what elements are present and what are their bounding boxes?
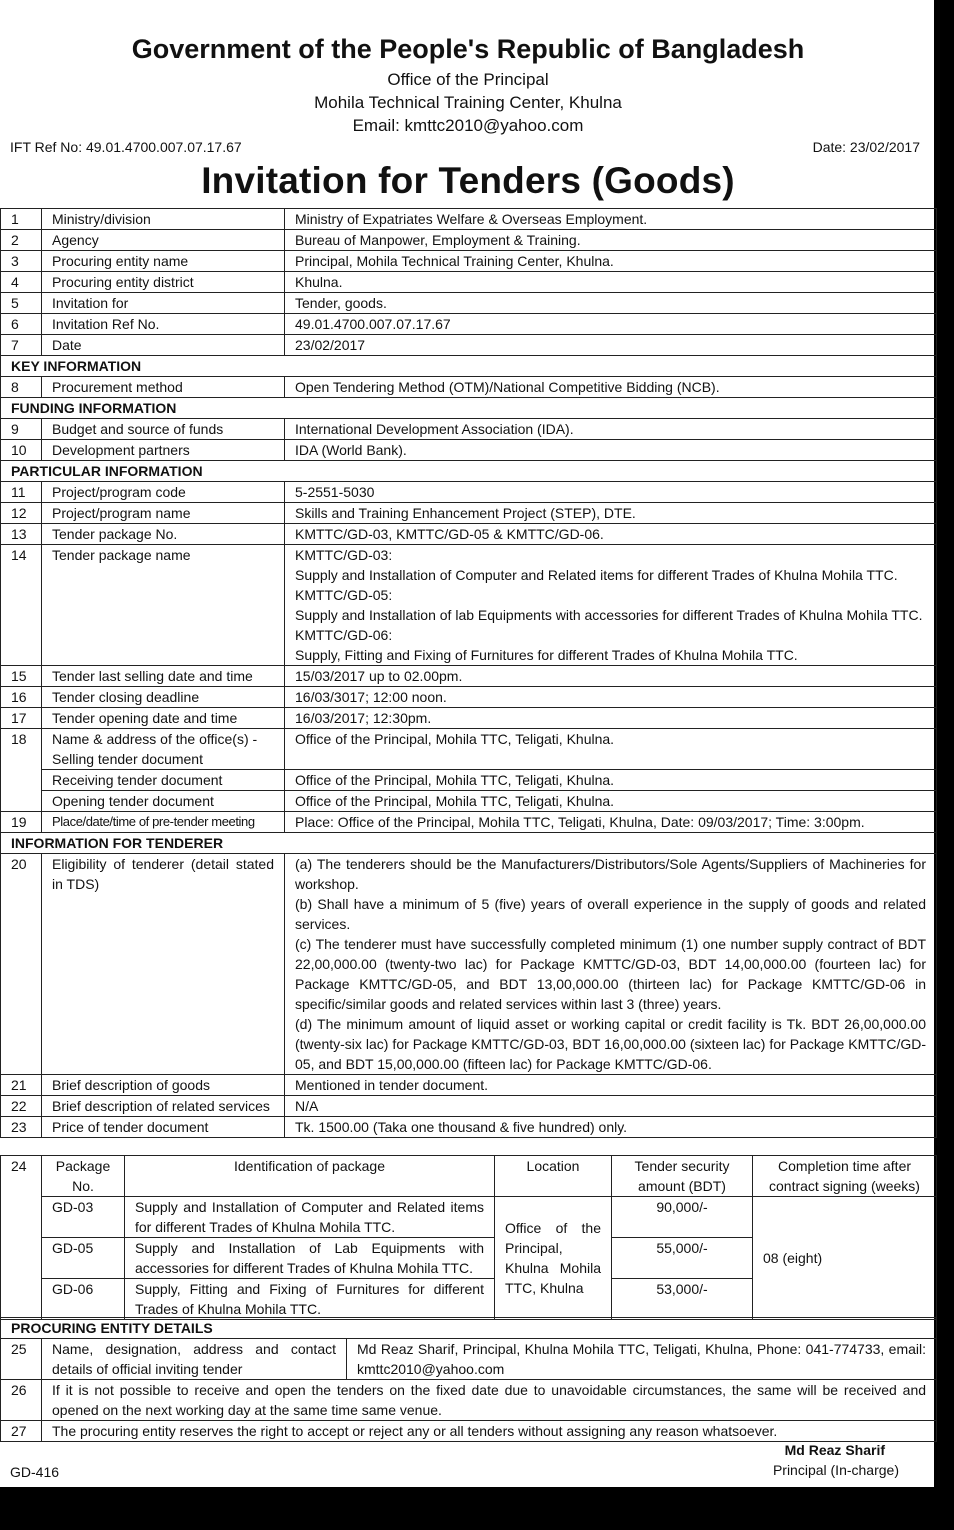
table-row xyxy=(1,482,937,503)
government-heading: Government of the People's Republic of Bangladesh xyxy=(131,34,805,64)
table-row xyxy=(1,812,937,833)
row-number: 7 xyxy=(1,335,42,356)
row-number: 9 xyxy=(1,419,42,440)
row-label: Tender opening date and time xyxy=(42,708,285,729)
row-number: 4 xyxy=(1,272,42,293)
section-information-for-tenderer: INFORMATION FOR TENDERER xyxy=(1,833,937,854)
eligibility-clause: (d) The minimum amount of liquid asset or working capital or credit facility is Tk. BDT 26,00,000.00 (twenty-six lac) for Package KMTTC/GD-03, BDT 16,00,000.00 (sixteen lac) for Package KMTTC/GD-05, and BDT 15,00,000.00 (fifteen lac) for Package KMTTC/GD-06. xyxy=(295,1016,926,1072)
table-row xyxy=(1,503,937,524)
signatory-title: Principal (In-charge) xyxy=(772,1462,899,1478)
row-value: Tk. 1500.00 (Taka one thousand & five hundred) only. xyxy=(285,1117,937,1138)
row-value: Khulna. xyxy=(285,272,937,293)
column-header: Location xyxy=(495,1156,612,1197)
eligibility-clause: (a) The tenderers should be the Manufacturers/Distributors/Sole Agents/Suppliers of Machineries for workshop. xyxy=(295,856,926,892)
row-number: 18 xyxy=(1,729,42,812)
table-row xyxy=(1,377,937,398)
row-label: Opening tender document xyxy=(42,791,285,812)
row-label: Procuring entity district xyxy=(42,272,285,293)
table-row xyxy=(1,314,937,335)
row-value: Office of the Principal, Mohila TTC, Teligati, Khulna. xyxy=(285,729,937,770)
row-value: Bureau of Manpower, Employment & Training. xyxy=(285,230,937,251)
section-procuring-entity-details: PROCURING ENTITY DETAILS xyxy=(1,1318,937,1339)
row-label: Project/program name xyxy=(42,503,285,524)
row-value: International Development Association (IDA). xyxy=(285,419,937,440)
eligibility-clause: (b) Shall have a minimum of 5 (five) years of overall experience in the supply of goods and related services. xyxy=(295,896,926,932)
row-number: 23 xyxy=(1,1117,42,1138)
row-value: Ministry of Expatriates Welfare & Overseas Employment. xyxy=(285,209,937,230)
row-value: KMTTC/GD-03, KMTTC/GD-05 & KMTTC/GD-06. xyxy=(285,524,937,545)
table-row xyxy=(1,708,937,729)
table-row xyxy=(1,335,937,356)
row-value: 49.01.4700.007.07.17.67 xyxy=(285,314,937,335)
procuring-entity-table xyxy=(0,1317,937,1442)
table-row xyxy=(1,770,937,791)
table-row xyxy=(1,1339,937,1380)
tender-security: 90,000/- xyxy=(612,1197,753,1238)
row-label: Development partners xyxy=(42,440,285,461)
row-value: The procuring entity reserves the right to accept or reject any or all tenders without assigning any reason whatsoever. xyxy=(42,1421,937,1442)
tender-security: 53,000/- xyxy=(612,1279,753,1320)
package-code: KMTTC/GD-06: xyxy=(295,627,393,643)
row-label: Brief description of related services xyxy=(42,1096,285,1117)
row-label: Procurement method xyxy=(42,377,285,398)
row-number: 15 xyxy=(1,666,42,687)
package-identification: Supply and Installation of Computer and Related items for different Trades of Khulna Mohila TTC. xyxy=(125,1197,495,1238)
table-row xyxy=(1,230,937,251)
row-number: 5 xyxy=(1,293,42,314)
row-number: 17 xyxy=(1,708,42,729)
page-title: Invitation for Tenders (Goods) xyxy=(201,160,735,201)
row-label: Invitation for xyxy=(42,293,285,314)
package-identification: Supply, Fitting and Fixing of Furnitures for different Trades of Khulna Mohila TTC. xyxy=(125,1279,495,1320)
row-value: 15/03/2017 up to 02.00pm. xyxy=(285,666,937,687)
package-description: Supply, Fitting and Fixing of Furnitures for different Trades of Khulna Mohila TTC. xyxy=(295,647,798,663)
gd-code: GD-416 xyxy=(10,1464,60,1480)
package-number: GD-03 xyxy=(42,1197,125,1238)
row-number: 26 xyxy=(1,1380,42,1421)
table-row xyxy=(1,1117,937,1138)
section-row xyxy=(1,398,937,419)
table-row xyxy=(1,1380,937,1421)
row-label: Tender closing deadline xyxy=(42,687,285,708)
eligibility-clause: (c) The tenderer must have successfully completed minimum (1) one number supply contract of BDT 22,00,000.00 (twenty-two lac) for Package KMTTC/GD-03, BDT 14,00,000.00 (fourteen lac) for Package KMTTC/GD-05, and BDT 13,00,000.00 (thirteen lac) for Package KMTTC/GD-06 in specific/similar goods and related services within last 3 (three) years. xyxy=(295,936,926,1012)
table-row xyxy=(1,293,937,314)
row-value xyxy=(285,854,937,1075)
row-number: 20 xyxy=(1,854,42,1075)
section-key-information: KEY INFORMATION xyxy=(1,356,937,377)
table-row xyxy=(1,272,937,293)
row-label: Project/program code xyxy=(42,482,285,503)
row-value: 16/03/2017; 12:30pm. xyxy=(285,708,937,729)
row-value: Principal, Mohila Technical Training Center, Khulna. xyxy=(285,251,937,272)
column-header: Identification of package xyxy=(125,1156,495,1197)
row-value: IDA (World Bank). xyxy=(285,440,937,461)
table-row xyxy=(1,440,937,461)
tender-security: 55,000/- xyxy=(612,1238,753,1279)
package-code: KMTTC/GD-05: xyxy=(295,587,393,603)
tender-details-table xyxy=(0,208,937,1138)
row-label: Invitation Ref No. xyxy=(42,314,285,335)
row-label: Agency xyxy=(42,230,285,251)
table-row xyxy=(1,1197,937,1238)
row-value: Place: Office of the Principal, Mohila TTC, Teligati, Khulna, Date: 09/03/2017; Time: 3:00pm. xyxy=(285,812,937,833)
row-label: Name, designation, address and contact details of official inviting tender xyxy=(42,1339,347,1380)
row-number: 21 xyxy=(1,1075,42,1096)
table-row xyxy=(1,419,937,440)
row-number: 24 xyxy=(1,1156,42,1320)
row-value: N/A xyxy=(285,1096,937,1117)
package-description: Supply and Installation of lab Equipments with accessories for different Trades of Khulna Mohila TTC. xyxy=(295,607,923,623)
row-number: 8 xyxy=(1,377,42,398)
row-label: Tender last selling date and time xyxy=(42,666,285,687)
row-value: 23/02/2017 xyxy=(285,335,937,356)
row-number: 13 xyxy=(1,524,42,545)
table-row xyxy=(1,1096,937,1117)
table-row xyxy=(1,524,937,545)
table-row xyxy=(1,545,937,666)
section-row xyxy=(1,461,937,482)
table-row xyxy=(1,791,937,812)
table-row xyxy=(1,209,937,230)
package-identification: Supply and Installation of Lab Equipments with accessories for different Trades of Khulna Mohila TTC. xyxy=(125,1238,495,1279)
row-label: Tender package No. xyxy=(42,524,285,545)
package-description: Supply and Installation of Computer and Related items for different Trades of Khulna Mohila TTC. xyxy=(295,567,898,583)
package-code: KMTTC/GD-03: xyxy=(295,547,393,563)
table-row xyxy=(1,687,937,708)
section-row xyxy=(1,833,937,854)
row-number: 22 xyxy=(1,1096,42,1117)
row-value: Skills and Training Enhancement Project (STEP), DTE. xyxy=(285,503,937,524)
row-number: 14 xyxy=(1,545,42,666)
row-label: Tender package name xyxy=(42,545,285,666)
row-label: Name & address of the office(s) -Selling tender document xyxy=(42,729,285,770)
row-number: 11 xyxy=(1,482,42,503)
row-value: If it is not possible to receive and open the tenders on the fixed date due to unavoidable circumstances, the same will be received and opened on the next working day at the same time same venue. xyxy=(42,1380,937,1421)
row-number: 2 xyxy=(1,230,42,251)
row-number: 3 xyxy=(1,251,42,272)
table-row xyxy=(1,1075,937,1096)
row-label: Date xyxy=(42,335,285,356)
column-header: Completion time after contract signing (weeks) xyxy=(753,1156,937,1197)
package-number: GD-05 xyxy=(42,1238,125,1279)
row-value: Mentioned in tender document. xyxy=(285,1075,937,1096)
row-value: Office of the Principal, Mohila TTC, Teligati, Khulna. xyxy=(285,770,937,791)
row-label: Receiving tender document xyxy=(42,770,285,791)
table-row xyxy=(1,666,937,687)
center-line: Mohila Technical Training Center, Khulna xyxy=(314,93,622,112)
table-row xyxy=(1,251,937,272)
row-number: 10 xyxy=(1,440,42,461)
office-line: Office of the Principal xyxy=(387,70,549,89)
column-header: Tender security amount (BDT) xyxy=(612,1156,753,1197)
section-funding-information: FUNDING INFORMATION xyxy=(1,398,937,419)
table-row xyxy=(1,729,937,770)
row-value: Open Tendering Method (OTM)/National Competitive Bidding (NCB). xyxy=(285,377,937,398)
row-value xyxy=(285,545,937,666)
column-header: Package No. xyxy=(42,1156,125,1197)
row-number: 12 xyxy=(1,503,42,524)
row-label: Place/date/time of pre-tender meeting xyxy=(42,812,285,833)
ift-ref: IFT Ref No: 49.01.4700.007.07.17.67 xyxy=(10,139,242,155)
row-value: Office of the Principal, Mohila TTC, Teligati, Khulna. xyxy=(285,791,937,812)
table-row xyxy=(1,854,937,1075)
row-label: Ministry/division xyxy=(42,209,285,230)
section-particular-information: PARTICULAR INFORMATION xyxy=(1,461,937,482)
table-row xyxy=(1,1421,937,1442)
table-header-row xyxy=(1,1156,937,1197)
row-number: 25 xyxy=(1,1339,42,1380)
row-label: Budget and source of funds xyxy=(42,419,285,440)
row-value: 16/03/3017; 12:00 noon. xyxy=(285,687,937,708)
package-number: GD-06 xyxy=(42,1279,125,1320)
package-location: Office of the Principal, Khulna Mohila TTC, Khulna xyxy=(495,1197,612,1320)
row-number: 27 xyxy=(1,1421,42,1442)
row-label: Price of tender document xyxy=(42,1117,285,1138)
row-number: 16 xyxy=(1,687,42,708)
email-line: Email: kmttc2010@yahoo.com xyxy=(352,116,584,135)
section-row xyxy=(1,1318,937,1339)
section-row xyxy=(1,356,937,377)
row-value: Md Reaz Sharif, Principal, Khulna Mohila TTC, Teligati, Khulna, Phone: 041-774733, email: kmttc2010@yahoo.com xyxy=(347,1339,937,1380)
row-label: Brief description of goods xyxy=(42,1075,285,1096)
row-value: 5-2551-5030 xyxy=(285,482,937,503)
row-number: 1 xyxy=(1,209,42,230)
row-label: Eligibility of tenderer (detail stated in TDS) xyxy=(42,854,285,1075)
signatory-name: Md Reaz Sharif xyxy=(784,1442,885,1458)
row-number: 6 xyxy=(1,314,42,335)
row-number: 19 xyxy=(1,812,42,833)
row-value: Tender, goods. xyxy=(285,293,937,314)
row-label: Procuring entity name xyxy=(42,251,285,272)
notice-date: Date: 23/02/2017 xyxy=(812,139,920,155)
completion-time: 08 (eight) xyxy=(753,1197,937,1320)
package-table xyxy=(0,1155,937,1320)
